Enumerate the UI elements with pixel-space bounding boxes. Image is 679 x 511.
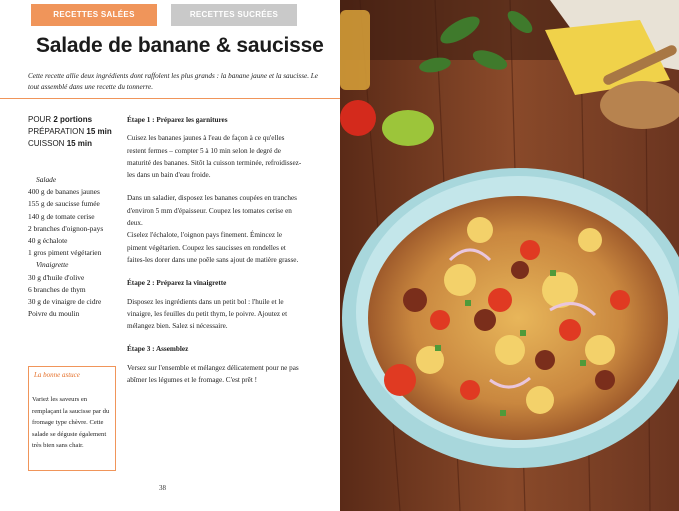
cook-value: 15 min — [66, 139, 93, 148]
servings-label: POUR — [28, 115, 52, 124]
salad-illustration — [340, 0, 679, 511]
recipe-meta — [28, 114, 112, 150]
page-number: 38 — [159, 484, 166, 492]
ingredient-item: 30 g de vinaigre de cidre — [28, 297, 102, 307]
ingredient-item: 155 g de saucisse fumée — [28, 199, 100, 209]
ingredient-item: 400 g de bananes jaunes — [28, 187, 100, 197]
prep-value: 15 min — [86, 127, 112, 136]
ingredient-item: 1 gros piment végétarien — [28, 248, 102, 258]
salad-photo — [340, 0, 679, 511]
step-3-title: Étape 3 : Assemblez — [127, 345, 189, 354]
ingredient-item: 40 g échalote — [28, 236, 68, 246]
step-2-paragraph: Disposez les ingrédients dans un petit bol : l'huile et le vinaigre, les feuilles du petit thym, le poivre. Ajoutez et mélangez bien. Salez si nécessaire. — [127, 297, 288, 331]
ingredient-item: 30 g d'huile d'olive — [28, 272, 85, 282]
ingredients-list — [28, 174, 124, 320]
step-1-paragraph: Dans un saladier, disposez les bananes coupées en tranches d'environ 5 mm d'épaisseur. Coupez les tomates cerise en deux. — [127, 194, 297, 228]
divider — [0, 98, 340, 99]
step-2-title: Étape 2 : Préparez la vinaigrette — [127, 279, 227, 288]
step-3-paragraph: Versez sur l'ensemble et mélangez délicatement pour ne pas abîmer les légumes et le fromage. C'est prêt ! — [127, 363, 299, 385]
tip-title: La bonne astuce — [34, 371, 80, 379]
ingredient-item: Poivre du moulin — [28, 309, 80, 319]
tab-recettes-sucrees[interactable]: RECETTES SUCRÉES — [171, 4, 297, 26]
tip-box — [28, 366, 116, 471]
prep-label: PRÉPARATION — [28, 127, 85, 136]
step-1-paragraph: Cuisez les bananes jaunes à l'eau de façon à ce qu'elles restent fermes – compter 5 à 10 min selon le degré de maturité des bananes. Sitôt la cuisson terminée, refroidissez-les dans un bain d'eau froide. — [127, 134, 302, 180]
tab-recettes-salees[interactable]: RECETTES SALÉES — [31, 4, 157, 26]
recipe-intro: Cette recette allie deux ingrédients dont raffolent les plus grands : la banane jaune et la saucisse. Le tout assemblé dans une recette du tonnerre. — [28, 72, 318, 91]
tip-text: Varież les saveurs en remplaçant la saucisse par du fromage type chèvre. Cette salade se déguste également très bien sans chair. — [32, 396, 110, 449]
servings-value: 2 portions — [53, 115, 93, 124]
ingredients-heading-salade: Salade — [36, 175, 57, 184]
servings — [28, 114, 112, 126]
cook-label: CUISSON — [28, 139, 65, 148]
ingredient-item: 2 branches d'oignon-pays — [28, 223, 104, 233]
cook-time — [28, 138, 112, 150]
step-1-paragraph: Ciselez l'échalote, l'oignon pays finement. Émincez le piment végétarien. Coupez les saucisses en rondelles et faites-les dorer dans une poêle sans ajout de matière grasse. — [127, 231, 299, 264]
prep-time — [28, 126, 112, 138]
ingredient-item: 6 branches de thym — [28, 284, 86, 294]
ingredients-heading-vinaigrette: Vinaigrette — [36, 260, 69, 270]
ingredient-item: 140 g de tomate cerise — [28, 211, 95, 221]
recipe-steps — [127, 114, 302, 386]
recipe-title: Salade de banane & saucisse — [36, 34, 324, 57]
step-1-title: Étape 1 : Préparez les garnitures — [127, 116, 228, 124]
